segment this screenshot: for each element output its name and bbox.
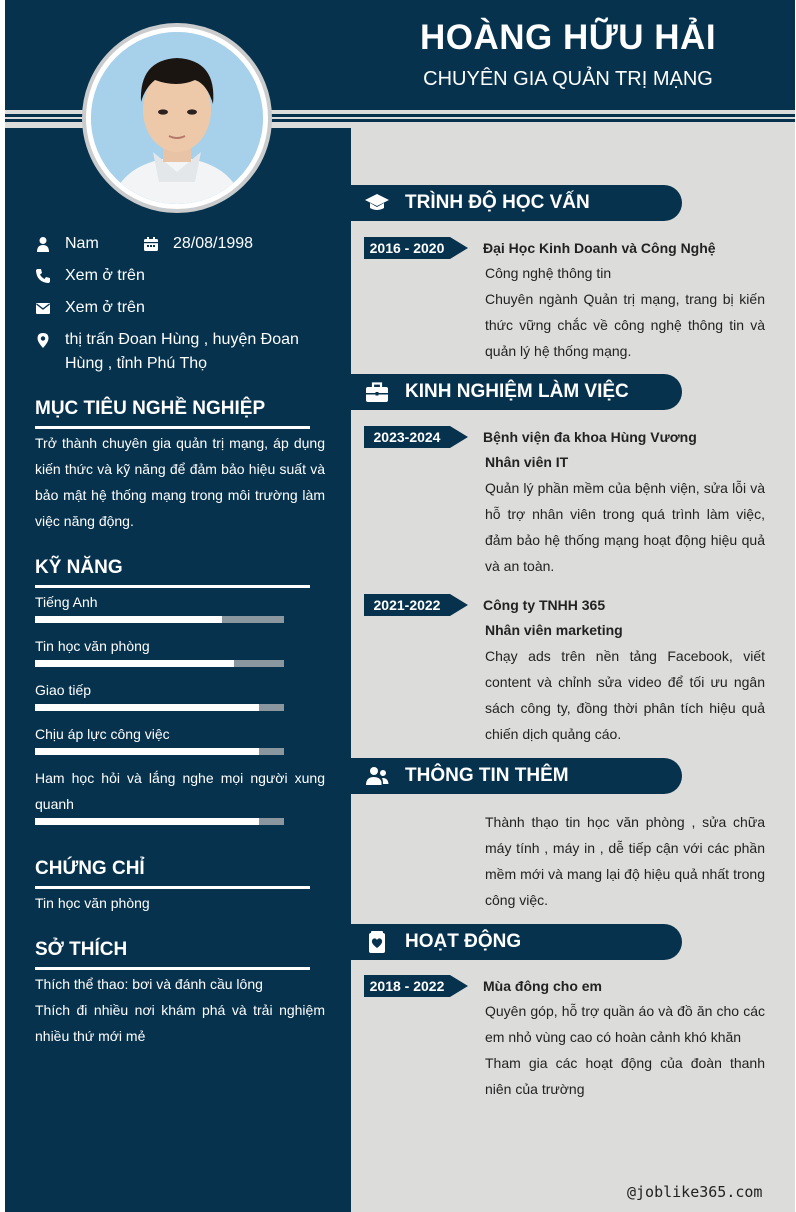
sidebar: [5, 128, 351, 1212]
hobby-item: Thích thể thao: bơi và đánh cầu lông: [35, 976, 263, 992]
experience-description: Quản lý phần mềm của bệnh viện, sửa lỗi và hỗ trợ nhân viên trong quá trình làm việc, đảm bảo hệ thống mạng hoạt động hiệu quả và an toàn.: [485, 480, 765, 574]
certificates-heading: CHỨNG CHỈ: [35, 858, 310, 889]
watermark: @joblike365.com: [627, 1183, 763, 1201]
experience-section-header: [351, 374, 682, 410]
additional-heading: THÔNG TIN THÊM: [405, 765, 569, 786]
birthday-value: 28/08/1998: [173, 235, 254, 252]
activity-name: Mùa đông cho em: [483, 978, 602, 994]
date-tag: [364, 594, 468, 616]
activity-period: 2018 - 2022: [369, 978, 445, 994]
skill-bar: [35, 616, 284, 623]
phone-icon: [35, 268, 51, 284]
skill-bar: [35, 660, 284, 667]
activities-section-header: [351, 924, 682, 960]
skills-heading: KỸ NĂNG: [35, 557, 310, 588]
experience-company: Bệnh viện đa khoa Hùng Vương: [483, 429, 697, 445]
person-icon: [35, 236, 51, 252]
activities-heading: HOẠT ĐỘNG: [405, 931, 522, 952]
users-icon: [365, 764, 389, 788]
education-heading: TRÌNH ĐỘ HỌC VẤN: [405, 192, 590, 213]
skill-bar-fill: [35, 660, 234, 667]
experience-period: 2021-2022: [373, 597, 441, 613]
experience-company: Công ty TNHH 365: [483, 597, 606, 613]
skill-bar-fill: [35, 748, 259, 755]
address-line-1: thị trấn Đoan Hùng , huyện Đoan: [65, 331, 299, 348]
skill-label: Tin học văn phòng: [35, 638, 150, 654]
graduation-cap-icon: [365, 191, 389, 215]
activity-description: Quyên góp, hỗ trợ quần áo và đồ ăn cho các em nhỏ vùng cao có hoàn cảnh khó khăn: [485, 1003, 765, 1045]
education-major: Công nghệ thông tin: [485, 265, 612, 281]
experience-description: Chạy ads trên nền tảng Facebook, viết content và chỉnh sửa video để tối ưu ngân sách công ty, đồng thời phân tích hiệu quả chiến dịch quảng cáo.: [485, 648, 765, 742]
envelope-icon: [35, 300, 51, 316]
experience-position: Nhân viên marketing: [485, 622, 623, 638]
skill-bar: [35, 818, 284, 825]
additional-section-header: [351, 758, 682, 794]
date-tag: [364, 426, 468, 448]
education-section-header: [351, 185, 682, 221]
skill-label: Giao tiếp: [35, 682, 92, 698]
activity-description: Tham gia các hoạt động của đoàn thanh niên của trường: [485, 1055, 765, 1097]
hobby-item: Thích đi nhiều nơi khám phá và trải nghiệm nhiều thứ mới mẻ: [35, 1002, 325, 1044]
certificate-item: Tin học văn phòng: [35, 895, 150, 911]
skill-label: Ham học hỏi và lắng nghe mọi người xung quanh: [35, 770, 325, 812]
skill-label: Tiếng Anh: [35, 594, 98, 610]
map-pin-icon: [35, 332, 51, 348]
skill-bar-fill: [35, 704, 259, 711]
calendar-icon: [143, 236, 159, 252]
portrait-image: [91, 32, 263, 204]
education-period: 2016 - 2020: [369, 240, 445, 256]
experience-position: Nhân viên IT: [485, 454, 569, 470]
briefcase-icon: [365, 380, 389, 404]
heart-badge-icon: [365, 930, 389, 954]
candidate-title: CHUYÊN GIA QUẢN TRỊ MẠNG: [423, 68, 713, 90]
additional-text: Thành thạo tin học văn phòng , sửa chữa máy tính , máy in , dễ tiếp cận với các phần mềm mới và mang lại độ hiệu quả nhất trong công việc.: [485, 814, 765, 908]
phone-value: Xem ở trên: [65, 267, 145, 284]
avatar: [91, 32, 263, 204]
email-value: Xem ở trên: [65, 299, 145, 316]
experience-heading: KINH NGHIỆM LÀM VIỆC: [405, 381, 629, 402]
education-school: Đại Học Kinh Doanh và Công Nghệ: [483, 240, 716, 256]
date-tag: [364, 975, 468, 997]
hobbies-heading: SỞ THÍCH: [35, 939, 310, 970]
date-tag: [364, 237, 468, 259]
skill-bar-fill: [35, 616, 222, 623]
skill-bar-fill: [35, 818, 259, 825]
skill-bar: [35, 748, 284, 755]
skill-bar: [35, 704, 284, 711]
candidate-name: HOÀNG HỮU HẢI: [419, 18, 717, 57]
address-line-2: Hùng , tỉnh Phú Thọ: [65, 355, 208, 372]
education-description: Chuyên ngành Quản trị mạng, trang bị kiến thức vững chắc về công nghệ thông tin và quản lý hệ thống mạng.: [485, 291, 765, 359]
resume-page: [5, 0, 795, 1212]
experience-period: 2023-2024: [373, 429, 441, 445]
skill-label: Chịu áp lực công việc: [35, 726, 170, 742]
objective-heading: MỤC TIÊU NGHỀ NGHIỆP: [35, 398, 310, 429]
objective-text: Trở thành chuyên gia quản trị mạng, áp dụng kiến thức và kỹ năng để đảm bảo hiệu suất và bảo mật hệ thống mạng trong môi trường làm việc năng động.: [35, 435, 325, 529]
gender-value: Nam: [65, 235, 99, 252]
